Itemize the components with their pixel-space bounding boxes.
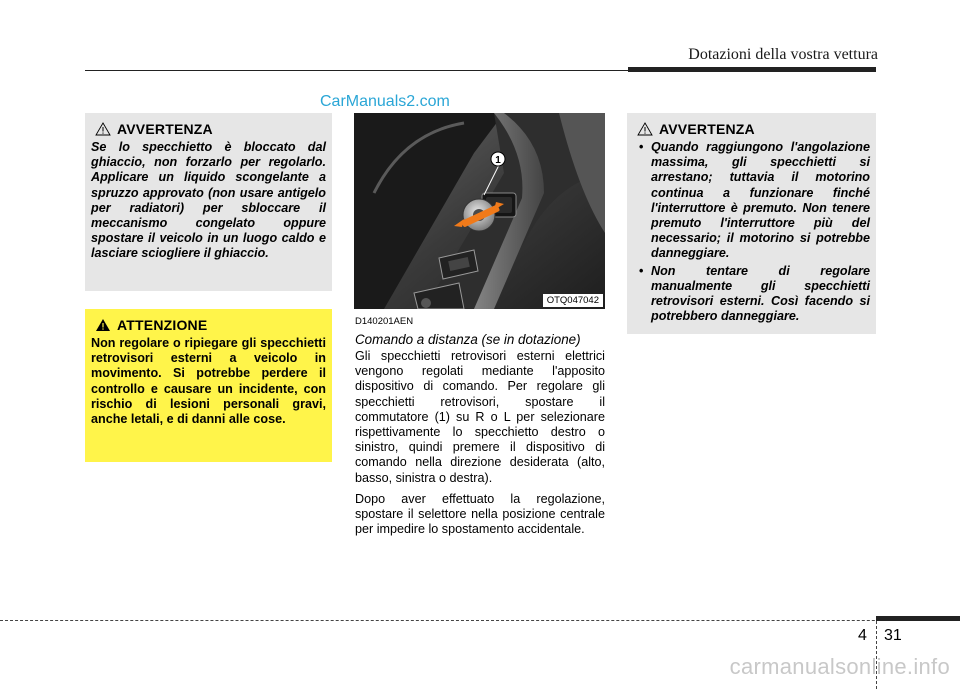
warning-text: Se lo specchietto è bloccato dal ghiaccio, non forzarlo per regolarlo. Applicare un liquido scongelante a spruzzo approvato (non usare antigelo per radiatori) per sbloccare il meccanismo congelato oppure spostare il veicolo in un luogo caldo e lasciare sciogliere il ghiaccio.: [91, 140, 326, 261]
watermark-footer: carmanualsonline.info: [729, 654, 950, 679]
section-code: D140201AEN: [355, 316, 414, 327]
section-subheading: Comando a distanza (se in dotazione): [355, 332, 581, 347]
paragraph-2: Dopo aver effettuato la regolazione, spostare il selettore nella posizione centrale per impedire lo spostamento accidentale.: [355, 491, 605, 537]
footer-rule: [0, 620, 960, 621]
section-body: [355, 316, 605, 543]
attention-box: [85, 309, 332, 462]
chapter-number: 4: [858, 627, 867, 644]
bullet-item: • Quando raggiungono l'angolazione massima, gli specchietti si arrestano; tuttavia il motorino continua a funzionare finché l'interruttore è premuto. Non tenere premuto l'interruttore più del necessario; il motorino si potrebbe danneggiare.: [633, 140, 870, 262]
warning-box-left: [85, 113, 332, 291]
mirror-control-photo: [354, 113, 605, 309]
attention-text: Non regolare o ripiegare gli specchietti retrovisori esterni a veicolo in movimento. Si potrebbe perdere il controllo e causare un incidente, con rischio di lesioni personali gravi, anche letali, e di danni alle cose.: [91, 336, 326, 427]
paragraph-1: Gli specchietti retrovisori esterni elettrici vengono regolati mediante l'apposito dispositivo di comando. Per regolare gli specchietti retrovisori, spostare il commutatore (1) su R o L per selezionare rispettivamente lo specchietto destro o sinistro, quindi premere il dispositivo di comando nella direzione desiderata (alto, basso, sinistra o destra).: [355, 349, 605, 485]
door-panel-illustration: [354, 113, 605, 309]
bullet-item: • Non tentare di regolare manualmente gli specchietti retrovisori esterni. Così facendo si potrebbero danneggiare.: [633, 264, 870, 325]
warning-bullet-list: [633, 140, 870, 324]
callout-number: 1: [495, 155, 501, 166]
warning-triangle-icon: [637, 122, 653, 136]
footer-rule-accent: [876, 616, 960, 621]
photo-code: OTQ047042: [543, 294, 603, 307]
attention-title: ATTENZIONE: [117, 317, 208, 333]
caution-triangle-icon: [95, 318, 111, 332]
running-header-title: Dotazioni della vostra vettura: [688, 46, 878, 63]
watermark-link[interactable]: CarManuals2.com: [320, 93, 450, 110]
warning-box-right: [627, 113, 876, 334]
warning-title: AVVERTENZA: [117, 121, 213, 137]
header-rule: [85, 70, 630, 71]
warning-title: AVVERTENZA: [659, 121, 755, 137]
page-number: 31: [884, 627, 902, 644]
warning-triangle-icon: [95, 122, 111, 136]
header-rule-accent: [628, 67, 876, 72]
